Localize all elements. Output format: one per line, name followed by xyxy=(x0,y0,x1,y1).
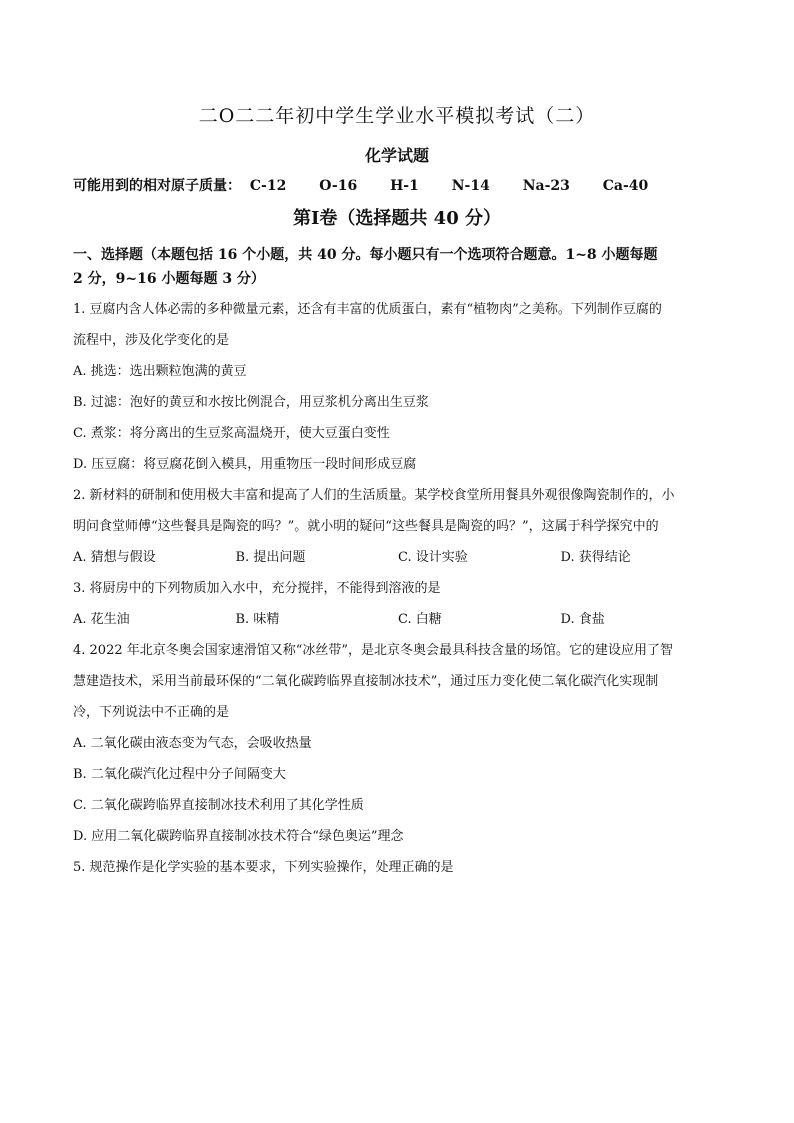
section-title: 第Ⅰ卷（选择题共 40 分） xyxy=(292,208,501,229)
q1-option-c: C. 煮浆：将分离出的生豆浆高温烧开，使大豆蛋白变性 xyxy=(73,426,390,441)
q4-option-a: A. 二氧化碳由液态变为气态，会吸收热量 xyxy=(73,736,312,751)
q5-stem-line-1: 5. 规范操作是化学实验的基本要求，下列实验操作，处理正确的是 xyxy=(73,860,454,875)
subject-title: 化学试题 xyxy=(364,146,429,165)
q1-option-a: A. 挑选：选出颗粒饱满的黄豆 xyxy=(73,364,247,379)
q2-option-a: A. 猜想与假设 xyxy=(73,550,156,565)
instruction-line-2: 2 分，9~16 小题每题 3 分） xyxy=(73,271,265,287)
q3-stem-line-1: 3. 将厨房中的下列物质加入水中，充分搅拌，不能得到溶液的是 xyxy=(73,581,441,596)
q2-stem-line-1: 2. 新材料的研制和使用极大丰富和提高了人们的生活质量。某学校食堂所用餐具外观很像陶瓷制作的，小 xyxy=(73,488,675,503)
q1-stem-line-2: 流程中，涉及化学变化的是 xyxy=(73,333,230,348)
exam-title: 二O二二年初中学生学业水平模拟考试（二） xyxy=(198,105,596,127)
q2-options xyxy=(73,542,723,573)
mass-o: O-16 xyxy=(319,178,358,194)
atomic-masses-label: 可能用到的相对原子质量： xyxy=(73,178,241,194)
q1-option-b: B. 过滤：泡好的黄豆和水按比例混合，用豆浆机分离出生豆浆 xyxy=(73,395,429,410)
q4-stem-line-3: 冷，下列说法中不正确的是 xyxy=(73,705,230,720)
q4-option-b: B. 二氧化碳汽化过程中分子间隔变大 xyxy=(73,767,286,782)
mass-n: N-14 xyxy=(451,178,490,194)
mass-na: Na-23 xyxy=(522,178,570,194)
q2-option-b: B. 提出问题 xyxy=(235,550,306,565)
section-instruction xyxy=(73,243,723,291)
atomic-masses-line xyxy=(73,176,676,196)
q3-options xyxy=(73,604,723,635)
mass-c: C-12 xyxy=(249,178,287,194)
q1-option-d: D. 压豆腐：将豆腐花倒入模具，用重物压一段时间形成豆腐 xyxy=(73,457,417,472)
q2-option-c: C. 设计实验 xyxy=(398,550,468,565)
q4-stem-line-2: 慧建造技术，采用当前最环保的“二氧化碳跨临界直接制冰技术”，通过压力变化使二氧化碳汽化实现制 xyxy=(73,674,659,689)
q4-option-d: D. 应用二氧化碳跨临界直接制冰技术符合“绿色奥运”理念 xyxy=(73,829,404,844)
q3-option-d: D. 食盐 xyxy=(560,612,605,627)
mass-h: H-1 xyxy=(390,178,419,194)
q2-stem-line-2: 明问食堂师傅“这些餐具是陶瓷的吗？”。就小明的疑问“这些餐具是陶瓷的吗？”，这属于科学探究中的 xyxy=(73,519,659,534)
q4-stem-line-1: 4. 2022 年北京冬奥会国家速滑馆又称“冰丝带”，是北京冬奥会最具科技含量的场馆。它的建设应用了智 xyxy=(73,643,674,658)
q3-option-c: C. 白糖 xyxy=(398,612,442,627)
instruction-line-1: 一、选择题（本题包括 16 个小题，共 40 分。每小题只有一个选项符合题意。1~8 小题每题 xyxy=(73,247,658,263)
q3-option-b: B. 味精 xyxy=(235,612,280,627)
q3-option-a: A. 花生油 xyxy=(73,612,130,627)
q1-stem-line-1: 1. 豆腐内含人体必需的多种微量元素，还含有丰富的优质蛋白，素有“植物肉”之美称。下列制作豆腐的 xyxy=(73,302,662,317)
q4-option-c: C. 二氧化碳跨临界直接制冰技术利用了其化学性质 xyxy=(73,798,364,813)
mass-ca: Ca-40 xyxy=(602,178,649,194)
questions-area xyxy=(73,294,723,883)
q2-option-d: D. 获得结论 xyxy=(560,550,631,565)
